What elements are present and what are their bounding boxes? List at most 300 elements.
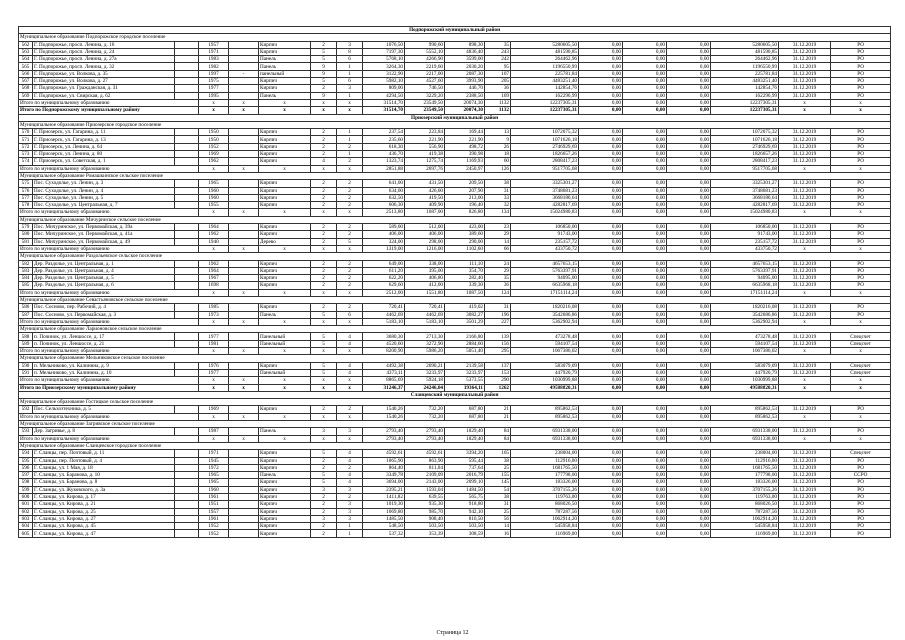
table-cell: 0,00 xyxy=(579,136,623,143)
table-row xyxy=(19,92,891,99)
table-cell: 0,00 xyxy=(579,78,623,85)
table-cell: 582 xyxy=(19,260,33,267)
table-cell: 1 xyxy=(337,136,363,143)
page-number: Страница 12 xyxy=(436,630,469,636)
table-cell: Пос. Суходолье, ул. Центральная, д. 7 xyxy=(33,202,175,209)
table-cell: 4 xyxy=(311,158,337,165)
table-cell: 235157,72 xyxy=(711,238,779,245)
table-cell: 5 xyxy=(311,311,337,318)
table-cell: 205 xyxy=(485,78,511,85)
table-cell: 31.12.2019 xyxy=(779,486,831,493)
table-row xyxy=(19,450,891,457)
table-cell: 35 xyxy=(485,41,511,48)
total-cell: x xyxy=(779,384,831,391)
table-cell: 2793,40 xyxy=(405,428,445,435)
table-cell: 1069,80 xyxy=(363,508,405,515)
table-cell: 5 xyxy=(311,56,337,63)
table-cell: - xyxy=(229,70,259,77)
table-cell: 31.12.2019 xyxy=(779,464,831,471)
table-cell: 0,00 xyxy=(623,282,667,289)
table-cell: 162296,99 xyxy=(711,92,779,99)
municipality-name: Муниципальное образование Ларионовское сельское поселение xyxy=(19,326,891,333)
total-cell: 0,00 xyxy=(579,209,623,216)
table-cell: 5982,10 xyxy=(363,78,405,85)
table-cell xyxy=(229,180,259,187)
table-cell xyxy=(175,523,199,530)
table-cell: 31.12.2019 xyxy=(779,311,831,318)
table-cell xyxy=(229,56,259,63)
table-cell: Г. Приозерск, ул. Гагарина, д. 13 xyxy=(33,136,175,143)
table-cell: 2 xyxy=(337,202,363,209)
table-row xyxy=(19,515,891,522)
table-cell: 308,59 xyxy=(445,530,485,537)
table-cell: 106850,00 xyxy=(711,224,779,231)
table-cell: 4592,61 xyxy=(363,450,405,457)
table-cell: 338,00 xyxy=(405,260,445,267)
table-cell: 5 xyxy=(311,78,337,85)
table-row xyxy=(19,180,891,187)
table-cell: 31.12.2019 xyxy=(779,56,831,63)
table-cell: 31.12.2019 xyxy=(779,267,831,274)
table-cell xyxy=(229,523,259,530)
table-cell: 5 xyxy=(311,48,337,55)
total-cell: x xyxy=(831,289,891,296)
table-cell: Кирпич xyxy=(259,151,311,158)
table-cell xyxy=(229,41,259,48)
table-cell: 0,00 xyxy=(667,143,711,150)
table-cell: 3599,00 xyxy=(445,56,485,63)
table-cell: РО xyxy=(831,194,891,201)
table-cell: 31.12.2019 xyxy=(779,194,831,201)
municipality-total-row xyxy=(19,245,891,252)
table-cell: 6931338,00 xyxy=(511,428,579,435)
table-cell: 1945 xyxy=(199,457,229,464)
total-cell: x xyxy=(311,318,337,325)
table-cell: 0,00 xyxy=(579,450,623,457)
table-row xyxy=(19,85,891,92)
table-cell: 1965 xyxy=(199,472,229,479)
total-cell: x xyxy=(199,318,229,325)
table-cell: 24 xyxy=(485,260,511,267)
table-cell: 2 xyxy=(337,464,363,471)
table-cell: 3748681,23 xyxy=(711,187,779,194)
table-cell xyxy=(175,224,199,231)
total-cell: 1030999,88 xyxy=(711,377,779,384)
table-cell: 1965 xyxy=(199,479,229,486)
total-label: Итого по муниципальному образованию xyxy=(19,318,199,325)
total-cell: x xyxy=(779,107,831,114)
table-cell: 985,70 xyxy=(405,508,445,515)
table-cell: 809,00 xyxy=(363,85,405,92)
table-cell: 787287,56 xyxy=(511,508,579,515)
table-cell: РО xyxy=(831,406,891,413)
table-cell: 1964 xyxy=(199,267,229,274)
table-row xyxy=(19,151,891,158)
table-cell: 0,00 xyxy=(579,464,623,471)
total-cell: 12237305,31 xyxy=(711,107,779,114)
table-cell xyxy=(175,129,199,136)
table-cell: 0,00 xyxy=(667,406,711,413)
table-cell: 107 xyxy=(485,70,511,77)
table-cell xyxy=(175,238,199,245)
table-cell: 0,00 xyxy=(667,224,711,231)
total-cell: x xyxy=(199,348,229,355)
table-cell xyxy=(229,428,259,435)
municipality-name: Муниципальное образование Раздольевское сельское поселение xyxy=(19,253,891,260)
table-cell: 1982 xyxy=(199,63,229,70)
table-cell: 3748681,23 xyxy=(511,187,579,194)
total-cell: 227 xyxy=(485,318,511,325)
table-cell: 908,40 xyxy=(405,515,445,522)
total-cell: 0,00 xyxy=(623,165,667,172)
table-cell: 1977 xyxy=(199,85,229,92)
table-cell: 1950 xyxy=(199,129,229,136)
table-cell: 0,00 xyxy=(623,508,667,515)
table-cell: РО xyxy=(831,508,891,515)
total-cell: x xyxy=(229,165,259,172)
total-cell: x xyxy=(259,413,311,420)
table-cell xyxy=(229,231,259,238)
table-cell: 2 xyxy=(337,282,363,289)
table-cell: 0,00 xyxy=(579,282,623,289)
municipality-name: Муниципальное образование Приозерское городское поселение xyxy=(19,121,891,128)
table-cell: 155 xyxy=(485,472,511,479)
table-cell: 0,00 xyxy=(579,428,623,435)
table-cell: Кирпич xyxy=(259,48,311,55)
table-cell xyxy=(175,515,199,522)
total-cell: 0,00 xyxy=(623,107,667,114)
table-cell: 0,00 xyxy=(667,129,711,136)
table-cell: 0,00 xyxy=(579,129,623,136)
table-cell: 31.12.2019 xyxy=(779,158,831,165)
table-cell: 0,00 xyxy=(623,501,667,508)
table-cell: 1411,82 xyxy=(363,494,405,501)
table-cell xyxy=(229,486,259,493)
table-cell: Г. Сланцы, ул. Кирова, д. 27 xyxy=(33,515,175,522)
table-cell: 0,00 xyxy=(667,311,711,318)
table-cell: 0,00 xyxy=(667,158,711,165)
table-cell: РО xyxy=(831,515,891,522)
table-cell: 1965 xyxy=(199,180,229,187)
table-row xyxy=(19,129,891,136)
table-cell xyxy=(229,238,259,245)
table-cell: Кирпич xyxy=(259,275,311,282)
table-cell: Кирпич xyxy=(259,41,311,48)
table-cell: 4462,69 xyxy=(405,311,445,318)
total-label: Итого по муниципальному образованию xyxy=(19,165,199,172)
table-cell: Г. Подпорожье, ул. Гражданская, д. 31 xyxy=(33,85,175,92)
table-cell: 165 xyxy=(485,450,511,457)
table-cell: РО xyxy=(831,457,891,464)
table-row xyxy=(19,406,891,413)
table-cell: 242 xyxy=(485,56,511,63)
table-cell: 4 xyxy=(337,472,363,479)
total-cell: 9517705,68 xyxy=(711,165,779,172)
table-cell: 595 xyxy=(19,457,33,464)
table-cell: 0,00 xyxy=(667,515,711,522)
table-cell: Кирпич xyxy=(259,180,311,187)
table-cell: 18 xyxy=(485,151,511,158)
table-cell: Кирпич xyxy=(259,267,311,274)
table-cell: Панельный xyxy=(259,369,311,376)
table-cell: Кирпич xyxy=(259,129,311,136)
total-label: Итого по муниципальному образованию xyxy=(19,435,199,442)
table-cell: 606,30 xyxy=(363,202,405,209)
table-cell: 3122,90 xyxy=(363,70,405,77)
table-cell: 2 xyxy=(311,530,337,537)
table-cell: 0,00 xyxy=(667,78,711,85)
table-cell: 4483251,40 xyxy=(711,78,779,85)
table-cell: 622,20 xyxy=(363,275,405,282)
table-cell: 581 xyxy=(19,238,33,245)
table-cell: 0,00 xyxy=(667,472,711,479)
table-cell: 0,00 xyxy=(579,231,623,238)
municipality-total-row xyxy=(19,99,891,106)
table-cell: 1323,74 xyxy=(363,158,405,165)
total-cell: x xyxy=(779,289,831,296)
table-cell: 1973 xyxy=(199,311,229,318)
table-cell: 3668180,64 xyxy=(511,194,579,201)
total-cell: 0,00 xyxy=(579,245,623,252)
table-cell: 2388,50 xyxy=(445,92,485,99)
table-cell: 0,00 xyxy=(579,530,623,537)
table-cell: 565,75 xyxy=(445,494,485,501)
total-cell: 295 xyxy=(485,348,511,355)
table-cell: 31.12.2019 xyxy=(779,406,831,413)
table-cell: 38 xyxy=(485,180,511,187)
table-cell: 0,00 xyxy=(623,457,667,464)
table-row xyxy=(19,457,891,464)
table-cell xyxy=(229,369,259,376)
table-cell: 1681765,50 xyxy=(511,464,579,471)
table-cell: 1964 xyxy=(199,224,229,231)
table-cell: 2217,00 xyxy=(405,70,445,77)
table-cell: 31.12.2019 xyxy=(779,231,831,238)
table-cell xyxy=(229,187,259,194)
table-cell: 1072075,32 xyxy=(711,129,779,136)
total-cell: 1132 xyxy=(485,99,511,106)
table-cell: Кирпич xyxy=(259,508,311,515)
table-cell xyxy=(229,457,259,464)
table-cell: 2 xyxy=(311,41,337,48)
table-row xyxy=(19,369,891,376)
table-cell xyxy=(229,479,259,486)
district-total-row xyxy=(19,384,891,391)
table-cell: РО xyxy=(831,494,891,501)
table-cell: 0,00 xyxy=(623,63,667,70)
table-cell: 235157,72 xyxy=(511,238,579,245)
table-cell: 1952 xyxy=(199,143,229,150)
table-cell: 548,50 xyxy=(363,523,405,530)
table-cell: 600 xyxy=(19,494,33,501)
table-cell: Пос. Мичуринское, ул. Первомайская, д. 49 xyxy=(33,238,175,245)
table-cell: Дер. Раздолье, ул. Центральная, д. 4 xyxy=(33,267,175,274)
table-cell: 112916,00 xyxy=(511,457,579,464)
table-cell: 1196550,99 xyxy=(711,63,779,70)
table-cell: 2 xyxy=(311,304,337,311)
table-cell: 0,00 xyxy=(667,501,711,508)
table-cell: 572 xyxy=(19,143,33,150)
table-cell: 1995 xyxy=(199,92,229,99)
total-cell: 0,00 xyxy=(623,318,667,325)
total-cell: 3501,29 xyxy=(445,318,485,325)
total-label: Итого по муниципальному образованию xyxy=(19,99,199,106)
total-label: Итого по муниципальному образованию xyxy=(19,377,199,384)
table-cell: Панель xyxy=(259,63,311,70)
total-cell: x xyxy=(779,377,831,384)
total-cell: x xyxy=(337,384,363,391)
table-row xyxy=(19,78,891,85)
table-cell: Кирпич xyxy=(259,530,311,537)
total-cell: 5183,10 xyxy=(405,318,445,325)
table-cell: 0,00 xyxy=(667,457,711,464)
table-cell: РО xyxy=(831,63,891,70)
total-cell: 687,80 xyxy=(445,413,485,420)
table-cell: 0,00 xyxy=(579,194,623,201)
table-cell: 3229,20 xyxy=(405,92,445,99)
table-cell: 2109,09 xyxy=(405,472,445,479)
table-cell: 31.12.2019 xyxy=(779,136,831,143)
table-cell: Дер. Раздолье, ул. Центральная, д. 1 xyxy=(33,260,175,267)
table-cell: 4 xyxy=(337,450,363,457)
table-row xyxy=(19,282,891,289)
table-cell: 1961 xyxy=(199,515,229,522)
table-cell: 2 xyxy=(311,260,337,267)
total-cell: x xyxy=(779,99,831,106)
table-row xyxy=(19,464,891,471)
table-cell: 106850,00 xyxy=(511,224,579,231)
table-cell: 112916,00 xyxy=(711,457,779,464)
table-cell: 583079,09 xyxy=(511,362,579,369)
total-cell: 1030999,88 xyxy=(511,377,579,384)
table-cell: 732,20 xyxy=(405,406,445,413)
table-cell: 2746929,69 xyxy=(711,143,779,150)
table-cell xyxy=(175,92,199,99)
table-cell: 95 xyxy=(485,63,511,70)
table-cell: 787287,56 xyxy=(711,508,779,515)
table-cell: 0,00 xyxy=(667,340,711,347)
table-cell: 419,38 xyxy=(405,151,445,158)
table-cell: 599 xyxy=(19,486,33,493)
table-cell: 0,00 xyxy=(667,267,711,274)
table-cell: Г. Подпорожье, ул. Волкова, д. 35 xyxy=(33,70,175,77)
total-cell: x xyxy=(199,107,229,114)
table-cell xyxy=(175,472,199,479)
table-cell: 0,00 xyxy=(623,369,667,376)
table-cell xyxy=(175,340,199,347)
table-cell: 31.12.2019 xyxy=(779,515,831,522)
table-cell: Кирпич xyxy=(259,501,311,508)
total-cell: 5362902,94 xyxy=(711,318,779,325)
table-cell: 0,00 xyxy=(623,472,667,479)
table-cell: 0,00 xyxy=(623,56,667,63)
table-cell xyxy=(229,304,259,311)
total-cell: 0,00 xyxy=(579,318,623,325)
table-cell: 264462,96 xyxy=(711,56,779,63)
table-cell: 591 xyxy=(19,369,33,376)
total-cell: x xyxy=(779,245,831,252)
table-cell: Кирпич xyxy=(259,187,311,194)
table-cell: Пос. Суходолье, ул. Ленин, д. 4 xyxy=(33,187,175,194)
table-cell: 7197,30 xyxy=(363,48,405,55)
table-cell xyxy=(229,275,259,282)
table-cell: 0,00 xyxy=(667,63,711,70)
table-cell xyxy=(229,85,259,92)
table-cell: 6931338,00 xyxy=(711,428,779,435)
table-cell xyxy=(229,63,259,70)
table-cell: 537,32 xyxy=(363,530,405,537)
district-header-row xyxy=(19,27,891,34)
table-cell: 209,50 xyxy=(445,180,485,187)
table-cell: 94095,00 xyxy=(511,275,579,282)
table-cell: Г. Сланцы, ул. Баранова, д. 10 xyxy=(33,472,175,479)
table-cell: 603 xyxy=(19,515,33,522)
table-cell: РО xyxy=(831,187,891,194)
total-cell: x xyxy=(199,245,229,252)
total-cell: 5373,55 xyxy=(445,377,485,384)
table-cell: 2 xyxy=(311,143,337,150)
table-cell: 0,00 xyxy=(579,224,623,231)
table-cell: РО xyxy=(831,202,891,209)
table-cell: РО xyxy=(831,486,891,493)
total-cell: 6931338,00 xyxy=(511,435,579,442)
table-cell: Кирпич xyxy=(259,136,311,143)
table-cell: 545958,84 xyxy=(511,523,579,530)
table-cell: 431,50 xyxy=(405,180,445,187)
table-cell: 9 xyxy=(311,92,337,99)
table-cell: 36 xyxy=(485,85,511,92)
table-cell xyxy=(229,136,259,143)
table-cell: 1169,93 xyxy=(445,158,485,165)
total-cell: 1067386,02 xyxy=(711,348,779,355)
total-cell: 5051,40 xyxy=(445,348,485,355)
table-cell: 14 xyxy=(485,238,511,245)
table-cell: 3 xyxy=(311,428,337,435)
total-cell: 2851,88 xyxy=(363,165,405,172)
table-cell: 0,00 xyxy=(623,406,667,413)
total-cell: x xyxy=(229,107,259,114)
table-cell: 1972 xyxy=(199,464,229,471)
table-cell xyxy=(229,202,259,209)
table-cell: 0,00 xyxy=(623,78,667,85)
table-cell: РО xyxy=(831,92,891,99)
total-cell: 21 xyxy=(485,413,511,420)
municipality-total-row xyxy=(19,289,891,296)
total-cell: x xyxy=(229,99,259,106)
table-cell: 0,00 xyxy=(579,63,623,70)
total-cell: x xyxy=(337,435,363,442)
municipality-total-row xyxy=(19,435,891,442)
table-cell xyxy=(229,267,259,274)
table-cell: 895862,53 xyxy=(511,406,579,413)
table-cell: 1977 xyxy=(199,369,229,376)
table-cell: Кирпич xyxy=(259,194,311,201)
table-cell: Панельный xyxy=(259,340,311,347)
table-cell: 1062914,20 xyxy=(711,515,779,522)
table-cell: 221,90 xyxy=(405,136,445,143)
district-name: Подпорожский муниципальный район xyxy=(19,27,891,34)
table-cell: Пос. Суходолье, ул. Ленин, д. 5 xyxy=(33,194,175,201)
table-cell: 1955 xyxy=(199,202,229,209)
table-cell: 3233,97 xyxy=(405,369,445,376)
table-cell: 587 xyxy=(19,311,33,318)
table-cell: 1540,26 xyxy=(363,406,405,413)
table-cell: 2 xyxy=(311,508,337,515)
total-cell: x xyxy=(831,99,891,106)
table-cell: 31.12.2019 xyxy=(779,151,831,158)
table-cell: Кирпич xyxy=(259,515,311,522)
table-cell: РО xyxy=(831,158,891,165)
